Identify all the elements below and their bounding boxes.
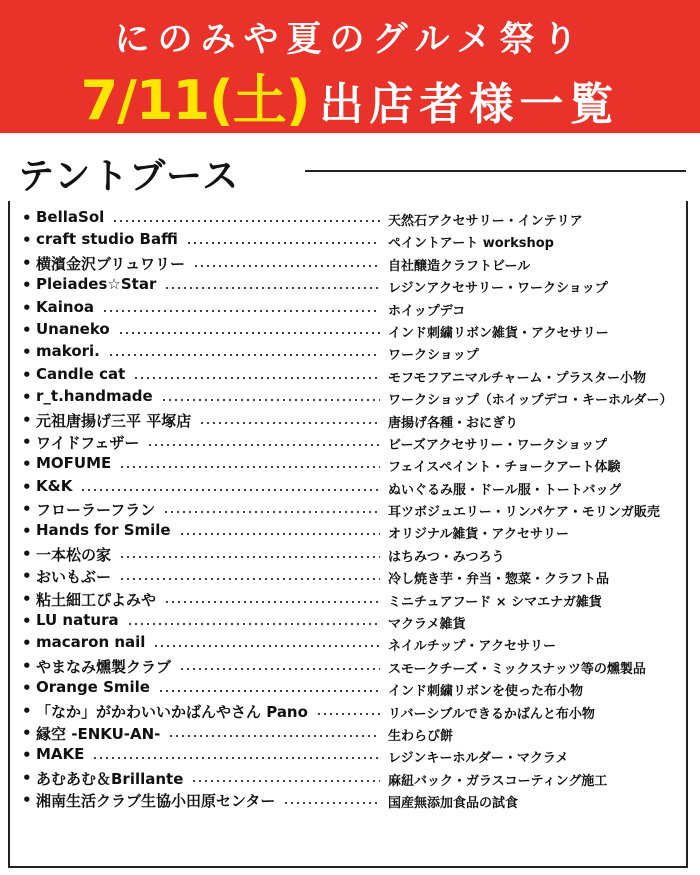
dot-leader xyxy=(179,668,380,670)
dot-leader xyxy=(153,645,380,647)
vendor-description: オリジナル雑貨・アクセサリー xyxy=(388,527,569,543)
vendor-name: makori. xyxy=(36,342,100,361)
vendor-name: craft studio Baffi xyxy=(36,230,178,249)
vendor-name: Candle cat xyxy=(36,364,126,383)
event-name: にのみや夏のグルメ祭り xyxy=(114,19,586,60)
bullet-marker: • xyxy=(22,768,32,787)
bullet-marker: • xyxy=(22,567,32,586)
vendor-name: macaron nail xyxy=(36,633,146,652)
vendor-row xyxy=(22,497,690,519)
bullet-marker: • xyxy=(22,500,32,519)
dot-leader xyxy=(102,310,380,312)
vendor-row xyxy=(22,251,690,273)
dot-leader xyxy=(133,377,380,379)
vendor-name: 「なか」がかわいいかばんやさん Pano xyxy=(36,702,308,721)
event-date: 7/11(土) xyxy=(80,69,310,132)
dot-leader xyxy=(163,511,380,513)
bullet-marker: • xyxy=(22,365,32,384)
dot-leader xyxy=(168,735,380,737)
vendor-row xyxy=(22,654,690,676)
vendor-description: ペイントアート workshop xyxy=(388,236,554,252)
bullet-marker: • xyxy=(22,253,32,272)
vendor-description: マクラメ雑貨 xyxy=(388,617,466,633)
vendor-row xyxy=(22,408,690,430)
vendor-description: はちみつ・みつろう xyxy=(388,549,505,565)
vendor-description: ワークショップ（ホイップデコ・キーホルダー） xyxy=(388,393,673,409)
dot-leader xyxy=(119,466,380,468)
page-title: 出店者様一覧 xyxy=(319,79,620,130)
vendor-name: MAKE xyxy=(36,745,85,764)
vendor-description: リバーシブルできるかばんと布小物 xyxy=(388,706,595,722)
vendor-description: フェイスペイント・チョークアート体験 xyxy=(388,460,621,476)
vendor-description: 国産無添加食品の試食 xyxy=(388,796,519,812)
bullet-marker: • xyxy=(22,746,32,765)
dot-leader xyxy=(118,332,380,334)
bullet-marker: • xyxy=(22,298,32,317)
vendor-row xyxy=(22,587,690,609)
dot-leader xyxy=(164,601,380,603)
vendor-name: LU natura xyxy=(36,611,119,630)
bullet-marker: • xyxy=(22,477,32,496)
vendor-name: ワイドフェザー xyxy=(36,433,140,452)
vendor-row xyxy=(22,721,690,743)
vendor-row xyxy=(22,318,690,340)
vendor-name: Orange Smile xyxy=(36,678,150,697)
vendor-description: ネイルチップ・アクセサリー xyxy=(388,639,556,655)
dot-leader xyxy=(119,578,380,580)
dot-leader xyxy=(316,713,380,715)
vendor-description: レジンキーホルダー・マクラメ xyxy=(388,751,569,767)
bullet-marker: • xyxy=(22,544,32,563)
bullet-marker: • xyxy=(22,343,32,362)
vendor-row xyxy=(22,564,690,586)
dot-leader xyxy=(108,354,380,356)
bullet-marker: • xyxy=(22,634,32,653)
vendor-description: インド刺繍リボンを使った布小物 xyxy=(388,684,584,700)
vendor-row xyxy=(22,206,690,228)
vendor-row xyxy=(22,766,690,788)
dot-leader xyxy=(158,690,380,692)
vendor-description: ぬいぐるみ服・ドール服・トートバッグ xyxy=(388,482,622,498)
vendor-row xyxy=(22,385,690,407)
vendor-name: 縁空 -ENKU-AN- xyxy=(36,724,161,743)
vendor-name: あむあむ＆Brillante xyxy=(36,769,184,788)
vendor-description: 自社醸造クラフトビール xyxy=(388,258,531,274)
vendor-row xyxy=(22,788,690,810)
vendor-row xyxy=(22,631,690,653)
vendor-row xyxy=(22,430,690,452)
bullet-marker: • xyxy=(22,679,32,698)
vendor-name: 一本松の家 xyxy=(36,545,112,564)
vendor-description: ビーズアクセサリー・ワークショップ xyxy=(388,437,608,453)
vendor-name: BellaSol xyxy=(36,208,105,226)
vendor-name: 横濱金沢ブリュワリー xyxy=(36,254,185,273)
dot-leader xyxy=(199,422,380,424)
vendor-row xyxy=(22,475,690,497)
vendor-name: Pleiades☆Star xyxy=(36,275,157,294)
vendor-name: K&K xyxy=(36,476,73,495)
vendor-row xyxy=(22,676,690,698)
vendor-row xyxy=(22,519,690,541)
bullet-marker: • xyxy=(22,656,32,675)
vendor-name: 粘土細工ぴよみや xyxy=(36,590,157,609)
dot-leader xyxy=(147,444,380,446)
vendor-row xyxy=(22,609,690,631)
vendor-name: フローラーフラン xyxy=(36,501,156,520)
vendor-description: スモークチーズ・ミックスナッツ等の燻製品 xyxy=(388,661,646,677)
vendor-row xyxy=(22,699,690,721)
bullet-marker: • xyxy=(22,320,32,339)
dot-leader xyxy=(191,780,380,782)
dot-leader xyxy=(92,757,380,759)
vendor-name: Hands for Smile xyxy=(36,521,171,540)
vendor-description: インド刺繍リボン雑貨・アクセサリー xyxy=(388,325,609,341)
bullet-marker: • xyxy=(22,455,32,474)
vendor-description: レジンアクセサリー・ワークショップ xyxy=(388,281,608,297)
section-title: テントブース xyxy=(18,156,241,197)
vendor-row xyxy=(22,542,690,564)
vendor-row xyxy=(22,363,690,385)
vendor-name: おいもぶー xyxy=(36,568,112,587)
vendor-name: r_t.handmade xyxy=(36,387,153,406)
bullet-marker: • xyxy=(22,231,32,250)
vendor-description: 天然石アクセサリー・インテリア xyxy=(388,214,583,229)
vendor-row xyxy=(22,452,690,474)
bullet-marker: • xyxy=(22,701,32,720)
bullet-marker: • xyxy=(22,276,32,295)
vendor-description: モフモフアニマルチャーム・プラスター小物 xyxy=(388,370,647,386)
vendor-name: 元祖唐揚げ三平 平塚店 xyxy=(36,411,192,430)
bullet-marker: • xyxy=(22,410,32,429)
vendor-description: ワークショップ xyxy=(388,348,479,364)
vendor-row xyxy=(22,228,690,250)
bullet-marker: • xyxy=(22,522,32,541)
bullet-marker: • xyxy=(22,723,32,742)
header-banner xyxy=(0,0,700,133)
section-divider xyxy=(305,170,686,172)
dot-leader xyxy=(193,265,380,267)
dot-leader xyxy=(283,802,380,804)
vendor-description: ミニチュアフード × シマエナガ雑貨 xyxy=(388,594,602,610)
dot-leader xyxy=(80,489,380,491)
vendor-row xyxy=(22,296,690,318)
vendor-name: Kainoa xyxy=(36,297,94,316)
vendor-name: やまなみ燻製クラブ xyxy=(36,657,172,676)
bullet-marker: • xyxy=(22,589,32,608)
bullet-marker: • xyxy=(22,432,32,451)
vendor-name: Unaneko xyxy=(36,319,110,338)
dot-leader xyxy=(112,220,380,222)
bullet-marker: • xyxy=(22,612,32,631)
vendor-row xyxy=(22,340,690,362)
dot-leader xyxy=(161,399,380,401)
bullet-marker: • xyxy=(22,791,32,810)
vendor-description: ホイップデコ xyxy=(388,303,466,319)
vendor-row xyxy=(22,273,690,295)
bullet-marker: • xyxy=(22,388,32,407)
vendor-description: 冷し焼き芋・弁当・惣菜・クラフト品 xyxy=(388,572,610,588)
dot-leader xyxy=(119,556,380,558)
bullet-marker: • xyxy=(22,209,32,227)
vendor-description: 唐揚げ各種・おにぎり xyxy=(388,415,519,431)
dot-leader xyxy=(179,533,380,535)
dot-leader xyxy=(186,242,380,244)
vendor-name: MOFUME xyxy=(36,454,112,473)
vendor-description: 麻紐バック・ガラスコーティング施工 xyxy=(388,773,608,789)
vendor-description: 生わらび餅 xyxy=(388,728,454,744)
dot-leader xyxy=(164,287,380,289)
header-subline xyxy=(0,58,700,135)
dot-leader xyxy=(127,623,380,625)
vendor-name: 湘南生活クラブ生協小田原センター xyxy=(36,792,276,811)
vendor-description: 耳ツボジュエリー・リンパケア・モリンガ販売 xyxy=(388,505,660,521)
vendor-list xyxy=(22,206,690,811)
vendor-row xyxy=(22,743,690,765)
